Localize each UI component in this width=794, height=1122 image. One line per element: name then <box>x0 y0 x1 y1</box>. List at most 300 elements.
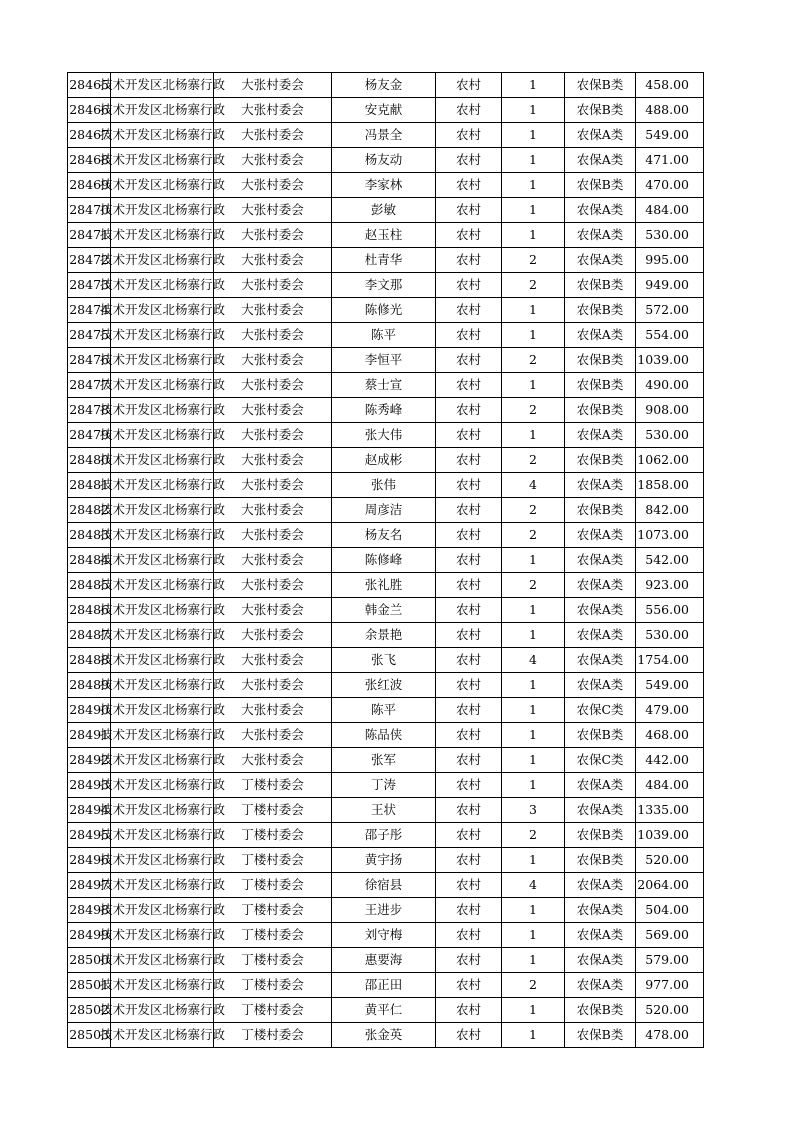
category-cell: 农保B类 <box>565 848 636 873</box>
count-cell: 1 <box>502 198 565 223</box>
table-row <box>68 973 704 998</box>
count-cell: 2 <box>502 573 565 598</box>
name-cell: 韩金兰 <box>332 598 436 623</box>
category-cell: 农保A类 <box>565 923 636 948</box>
name-cell: 惠要海 <box>332 948 436 973</box>
name-cell: 陈修峰 <box>332 548 436 573</box>
id-cell: 28478 <box>68 398 111 423</box>
category-cell: 农保A类 <box>565 873 636 898</box>
category-cell: 农保A类 <box>565 948 636 973</box>
name-cell: 邵正田 <box>332 973 436 998</box>
table-row <box>68 623 704 648</box>
table-row <box>68 573 704 598</box>
type-cell: 农村 <box>436 498 502 523</box>
id-cell: 28476 <box>68 348 111 373</box>
id-cell: 28493 <box>68 773 111 798</box>
committee-cell: 大张村委会 <box>214 573 332 598</box>
type-cell: 农村 <box>436 448 502 473</box>
count-cell: 4 <box>502 873 565 898</box>
name-cell: 张飞 <box>332 648 436 673</box>
area-cell: 技术开发区北杨寨行政 <box>111 898 214 923</box>
type-cell: 农村 <box>436 848 502 873</box>
id-cell: 28487 <box>68 623 111 648</box>
id-cell: 28502 <box>68 998 111 1023</box>
committee-cell: 大张村委会 <box>214 623 332 648</box>
area-cell: 技术开发区北杨寨行政 <box>111 1023 214 1048</box>
id-cell: 28503 <box>68 1023 111 1048</box>
amount-cell: 1335.00 <box>636 798 704 823</box>
count-cell: 1 <box>502 623 565 648</box>
category-cell: 农保A类 <box>565 798 636 823</box>
count-cell: 1 <box>502 98 565 123</box>
count-cell: 2 <box>502 348 565 373</box>
committee-cell: 大张村委会 <box>214 648 332 673</box>
name-cell: 赵成彬 <box>332 448 436 473</box>
area-cell: 技术开发区北杨寨行政 <box>111 73 214 98</box>
area-cell: 技术开发区北杨寨行政 <box>111 123 214 148</box>
table-row <box>68 348 704 373</box>
count-cell: 1 <box>502 723 565 748</box>
amount-cell: 579.00 <box>636 948 704 973</box>
table-row <box>68 648 704 673</box>
amount-cell: 458.00 <box>636 73 704 98</box>
area-cell: 技术开发区北杨寨行政 <box>111 323 214 348</box>
id-cell: 28471 <box>68 223 111 248</box>
category-cell: 农保B类 <box>565 998 636 1023</box>
name-cell: 王状 <box>332 798 436 823</box>
name-cell: 李家林 <box>332 173 436 198</box>
table-row <box>68 423 704 448</box>
type-cell: 农村 <box>436 873 502 898</box>
area-cell: 技术开发区北杨寨行政 <box>111 373 214 398</box>
amount-cell: 504.00 <box>636 898 704 923</box>
id-cell: 28488 <box>68 648 111 673</box>
category-cell: 农保B类 <box>565 273 636 298</box>
table-row <box>68 698 704 723</box>
name-cell: 杨友金 <box>332 73 436 98</box>
name-cell: 余景艳 <box>332 623 436 648</box>
type-cell: 农村 <box>436 148 502 173</box>
count-cell: 2 <box>502 498 565 523</box>
amount-cell: 556.00 <box>636 598 704 623</box>
category-cell: 农保A类 <box>565 473 636 498</box>
count-cell: 4 <box>502 648 565 673</box>
amount-cell: 923.00 <box>636 573 704 598</box>
type-cell: 农村 <box>436 598 502 623</box>
table-row <box>68 298 704 323</box>
id-cell: 28467 <box>68 123 111 148</box>
category-cell: 农保A类 <box>565 548 636 573</box>
amount-cell: 554.00 <box>636 323 704 348</box>
area-cell: 技术开发区北杨寨行政 <box>111 823 214 848</box>
type-cell: 农村 <box>436 948 502 973</box>
committee-cell: 大张村委会 <box>214 698 332 723</box>
count-cell: 2 <box>502 248 565 273</box>
committee-cell: 大张村委会 <box>214 473 332 498</box>
count-cell: 1 <box>502 223 565 248</box>
name-cell: 张大伟 <box>332 423 436 448</box>
count-cell: 1 <box>502 748 565 773</box>
area-cell: 技术开发区北杨寨行政 <box>111 348 214 373</box>
committee-cell: 大张村委会 <box>214 398 332 423</box>
count-cell: 1 <box>502 73 565 98</box>
name-cell: 张金英 <box>332 1023 436 1048</box>
amount-cell: 471.00 <box>636 148 704 173</box>
table-row <box>68 498 704 523</box>
amount-cell: 488.00 <box>636 98 704 123</box>
amount-cell: 484.00 <box>636 198 704 223</box>
category-cell: 农保A类 <box>565 773 636 798</box>
area-cell: 技术开发区北杨寨行政 <box>111 273 214 298</box>
type-cell: 农村 <box>436 173 502 198</box>
name-cell: 彭敏 <box>332 198 436 223</box>
count-cell: 1 <box>502 298 565 323</box>
id-cell: 28489 <box>68 673 111 698</box>
committee-cell: 大张村委会 <box>214 673 332 698</box>
category-cell: 农保A类 <box>565 423 636 448</box>
name-cell: 邵子彤 <box>332 823 436 848</box>
name-cell: 丁涛 <box>332 773 436 798</box>
amount-cell: 949.00 <box>636 273 704 298</box>
amount-cell: 2064.00 <box>636 873 704 898</box>
area-cell: 技术开发区北杨寨行政 <box>111 248 214 273</box>
category-cell: 农保B类 <box>565 1023 636 1048</box>
table-row <box>68 123 704 148</box>
amount-cell: 572.00 <box>636 298 704 323</box>
area-cell: 技术开发区北杨寨行政 <box>111 223 214 248</box>
id-cell: 28498 <box>68 898 111 923</box>
type-cell: 农村 <box>436 823 502 848</box>
count-cell: 2 <box>502 398 565 423</box>
count-cell: 1 <box>502 548 565 573</box>
table-row <box>68 223 704 248</box>
amount-cell: 549.00 <box>636 123 704 148</box>
id-cell: 28475 <box>68 323 111 348</box>
table-row <box>68 848 704 873</box>
id-cell: 28474 <box>68 298 111 323</box>
table-row <box>68 448 704 473</box>
name-cell: 杨友动 <box>332 148 436 173</box>
committee-cell: 大张村委会 <box>214 523 332 548</box>
category-cell: 农保B类 <box>565 398 636 423</box>
count-cell: 1 <box>502 373 565 398</box>
table-row <box>68 748 704 773</box>
committee-cell: 大张村委会 <box>214 348 332 373</box>
id-cell: 28501 <box>68 973 111 998</box>
amount-cell: 542.00 <box>636 548 704 573</box>
amount-cell: 1062.00 <box>636 448 704 473</box>
type-cell: 农村 <box>436 773 502 798</box>
type-cell: 农村 <box>436 248 502 273</box>
name-cell: 安克献 <box>332 98 436 123</box>
count-cell: 2 <box>502 823 565 848</box>
amount-cell: 995.00 <box>636 248 704 273</box>
category-cell: 农保A类 <box>565 223 636 248</box>
name-cell: 周彦洁 <box>332 498 436 523</box>
type-cell: 农村 <box>436 798 502 823</box>
amount-cell: 530.00 <box>636 423 704 448</box>
area-cell: 技术开发区北杨寨行政 <box>111 98 214 123</box>
name-cell: 李恒平 <box>332 348 436 373</box>
area-cell: 技术开发区北杨寨行政 <box>111 648 214 673</box>
name-cell: 王进步 <box>332 898 436 923</box>
committee-cell: 丁楼村委会 <box>214 923 332 948</box>
category-cell: 农保A类 <box>565 248 636 273</box>
table-row <box>68 723 704 748</box>
id-cell: 28472 <box>68 248 111 273</box>
area-cell: 技术开发区北杨寨行政 <box>111 948 214 973</box>
category-cell: 农保B类 <box>565 173 636 198</box>
name-cell: 陈修光 <box>332 298 436 323</box>
name-cell: 黄宇扬 <box>332 848 436 873</box>
category-cell: 农保B类 <box>565 448 636 473</box>
id-cell: 28496 <box>68 848 111 873</box>
area-cell: 技术开发区北杨寨行政 <box>111 198 214 223</box>
type-cell: 农村 <box>436 123 502 148</box>
table-row <box>68 998 704 1023</box>
count-cell: 1 <box>502 1023 565 1048</box>
table-row <box>68 148 704 173</box>
category-cell: 农保A类 <box>565 123 636 148</box>
name-cell: 陈秀峰 <box>332 398 436 423</box>
amount-cell: 549.00 <box>636 673 704 698</box>
id-cell: 28491 <box>68 723 111 748</box>
table-row <box>68 598 704 623</box>
amount-cell: 1754.00 <box>636 648 704 673</box>
table-row <box>68 898 704 923</box>
table-row <box>68 173 704 198</box>
table-row <box>68 98 704 123</box>
area-cell: 技术开发区北杨寨行政 <box>111 523 214 548</box>
table-row <box>68 548 704 573</box>
area-cell: 技术开发区北杨寨行政 <box>111 998 214 1023</box>
area-cell: 技术开发区北杨寨行政 <box>111 398 214 423</box>
count-cell: 2 <box>502 273 565 298</box>
type-cell: 农村 <box>436 348 502 373</box>
type-cell: 农村 <box>436 298 502 323</box>
committee-cell: 大张村委会 <box>214 748 332 773</box>
table-row <box>68 398 704 423</box>
name-cell: 张红波 <box>332 673 436 698</box>
amount-cell: 908.00 <box>636 398 704 423</box>
committee-cell: 丁楼村委会 <box>214 998 332 1023</box>
category-cell: 农保A类 <box>565 598 636 623</box>
count-cell: 3 <box>502 798 565 823</box>
category-cell: 农保A类 <box>565 673 636 698</box>
category-cell: 农保B类 <box>565 298 636 323</box>
committee-cell: 大张村委会 <box>214 373 332 398</box>
id-cell: 28484 <box>68 548 111 573</box>
name-cell: 张礼胜 <box>332 573 436 598</box>
count-cell: 4 <box>502 473 565 498</box>
category-cell: 农保B类 <box>565 98 636 123</box>
committee-cell: 大张村委会 <box>214 323 332 348</box>
name-cell: 杜青华 <box>332 248 436 273</box>
amount-cell: 569.00 <box>636 923 704 948</box>
category-cell: 农保B类 <box>565 348 636 373</box>
area-cell: 技术开发区北杨寨行政 <box>111 923 214 948</box>
committee-cell: 大张村委会 <box>214 148 332 173</box>
committee-cell: 大张村委会 <box>214 598 332 623</box>
id-cell: 28469 <box>68 173 111 198</box>
count-cell: 2 <box>502 448 565 473</box>
name-cell: 徐宿县 <box>332 873 436 898</box>
area-cell: 技术开发区北杨寨行政 <box>111 448 214 473</box>
id-cell: 28485 <box>68 573 111 598</box>
name-cell: 刘守梅 <box>332 923 436 948</box>
committee-cell: 大张村委会 <box>214 98 332 123</box>
name-cell: 黄平仁 <box>332 998 436 1023</box>
amount-cell: 490.00 <box>636 373 704 398</box>
table-row <box>68 798 704 823</box>
category-cell: 农保A类 <box>565 573 636 598</box>
category-cell: 农保C类 <box>565 698 636 723</box>
area-cell: 技术开发区北杨寨行政 <box>111 148 214 173</box>
area-cell: 技术开发区北杨寨行政 <box>111 723 214 748</box>
type-cell: 农村 <box>436 698 502 723</box>
id-cell: 28482 <box>68 498 111 523</box>
committee-cell: 丁楼村委会 <box>214 798 332 823</box>
amount-cell: 479.00 <box>636 698 704 723</box>
type-cell: 农村 <box>436 998 502 1023</box>
area-cell: 技术开发区北杨寨行政 <box>111 973 214 998</box>
id-cell: 28486 <box>68 598 111 623</box>
committee-cell: 丁楼村委会 <box>214 848 332 873</box>
type-cell: 农村 <box>436 748 502 773</box>
id-cell: 28468 <box>68 148 111 173</box>
amount-cell: 478.00 <box>636 1023 704 1048</box>
type-cell: 农村 <box>436 623 502 648</box>
committee-cell: 丁楼村委会 <box>214 823 332 848</box>
type-cell: 农村 <box>436 273 502 298</box>
committee-cell: 丁楼村委会 <box>214 773 332 798</box>
type-cell: 农村 <box>436 573 502 598</box>
type-cell: 农村 <box>436 523 502 548</box>
name-cell: 冯景全 <box>332 123 436 148</box>
table-row <box>68 198 704 223</box>
count-cell: 1 <box>502 123 565 148</box>
id-cell: 28500 <box>68 948 111 973</box>
id-cell: 28495 <box>68 823 111 848</box>
area-cell: 技术开发区北杨寨行政 <box>111 798 214 823</box>
category-cell: 农保B类 <box>565 723 636 748</box>
amount-cell: 977.00 <box>636 973 704 998</box>
committee-cell: 大张村委会 <box>214 248 332 273</box>
committee-cell: 大张村委会 <box>214 723 332 748</box>
committee-cell: 丁楼村委会 <box>214 948 332 973</box>
committee-cell: 丁楼村委会 <box>214 873 332 898</box>
area-cell: 技术开发区北杨寨行政 <box>111 623 214 648</box>
table-row <box>68 923 704 948</box>
amount-cell: 530.00 <box>636 223 704 248</box>
type-cell: 农村 <box>436 648 502 673</box>
amount-cell: 842.00 <box>636 498 704 523</box>
id-cell: 28490 <box>68 698 111 723</box>
table-row <box>68 823 704 848</box>
count-cell: 1 <box>502 998 565 1023</box>
amount-cell: 468.00 <box>636 723 704 748</box>
amount-cell: 1039.00 <box>636 348 704 373</box>
amount-cell: 484.00 <box>636 773 704 798</box>
name-cell: 张伟 <box>332 473 436 498</box>
category-cell: 农保A类 <box>565 648 636 673</box>
amount-cell: 1073.00 <box>636 523 704 548</box>
id-cell: 28466 <box>68 98 111 123</box>
type-cell: 农村 <box>436 723 502 748</box>
table-row <box>68 73 704 98</box>
id-cell: 28477 <box>68 373 111 398</box>
category-cell: 农保A类 <box>565 323 636 348</box>
area-cell: 技术开发区北杨寨行政 <box>111 598 214 623</box>
table-row <box>68 248 704 273</box>
table-row <box>68 273 704 298</box>
table-row <box>68 773 704 798</box>
count-cell: 1 <box>502 598 565 623</box>
category-cell: 农保B类 <box>565 823 636 848</box>
name-cell: 陈平 <box>332 698 436 723</box>
id-cell: 28494 <box>68 798 111 823</box>
id-cell: 28470 <box>68 198 111 223</box>
name-cell: 赵玉柱 <box>332 223 436 248</box>
category-cell: 农保A类 <box>565 523 636 548</box>
count-cell: 1 <box>502 898 565 923</box>
committee-cell: 大张村委会 <box>214 448 332 473</box>
count-cell: 1 <box>502 323 565 348</box>
committee-cell: 丁楼村委会 <box>214 973 332 998</box>
committee-cell: 大张村委会 <box>214 123 332 148</box>
area-cell: 技术开发区北杨寨行政 <box>111 298 214 323</box>
amount-cell: 520.00 <box>636 998 704 1023</box>
id-cell: 28497 <box>68 873 111 898</box>
area-cell: 技术开发区北杨寨行政 <box>111 473 214 498</box>
category-cell: 农保A类 <box>565 898 636 923</box>
type-cell: 农村 <box>436 398 502 423</box>
committee-cell: 丁楼村委会 <box>214 1023 332 1048</box>
name-cell: 杨友名 <box>332 523 436 548</box>
name-cell: 张军 <box>332 748 436 773</box>
committee-cell: 丁楼村委会 <box>214 898 332 923</box>
count-cell: 2 <box>502 973 565 998</box>
committee-cell: 大张村委会 <box>214 173 332 198</box>
amount-cell: 530.00 <box>636 623 704 648</box>
table-row <box>68 523 704 548</box>
area-cell: 技术开发区北杨寨行政 <box>111 748 214 773</box>
area-cell: 技术开发区北杨寨行政 <box>111 773 214 798</box>
area-cell: 技术开发区北杨寨行政 <box>111 423 214 448</box>
count-cell: 1 <box>502 698 565 723</box>
count-cell: 1 <box>502 673 565 698</box>
id-cell: 28499 <box>68 923 111 948</box>
area-cell: 技术开发区北杨寨行政 <box>111 848 214 873</box>
id-cell: 28492 <box>68 748 111 773</box>
area-cell: 技术开发区北杨寨行政 <box>111 698 214 723</box>
table-row <box>68 673 704 698</box>
count-cell: 1 <box>502 923 565 948</box>
category-cell: 农保A类 <box>565 973 636 998</box>
count-cell: 1 <box>502 848 565 873</box>
committee-cell: 大张村委会 <box>214 73 332 98</box>
type-cell: 农村 <box>436 473 502 498</box>
category-cell: 农保A类 <box>565 623 636 648</box>
category-cell: 农保B类 <box>565 373 636 398</box>
type-cell: 农村 <box>436 548 502 573</box>
type-cell: 农村 <box>436 423 502 448</box>
type-cell: 农村 <box>436 323 502 348</box>
type-cell: 农村 <box>436 73 502 98</box>
type-cell: 农村 <box>436 898 502 923</box>
committee-cell: 大张村委会 <box>214 548 332 573</box>
category-cell: 农保A类 <box>565 148 636 173</box>
